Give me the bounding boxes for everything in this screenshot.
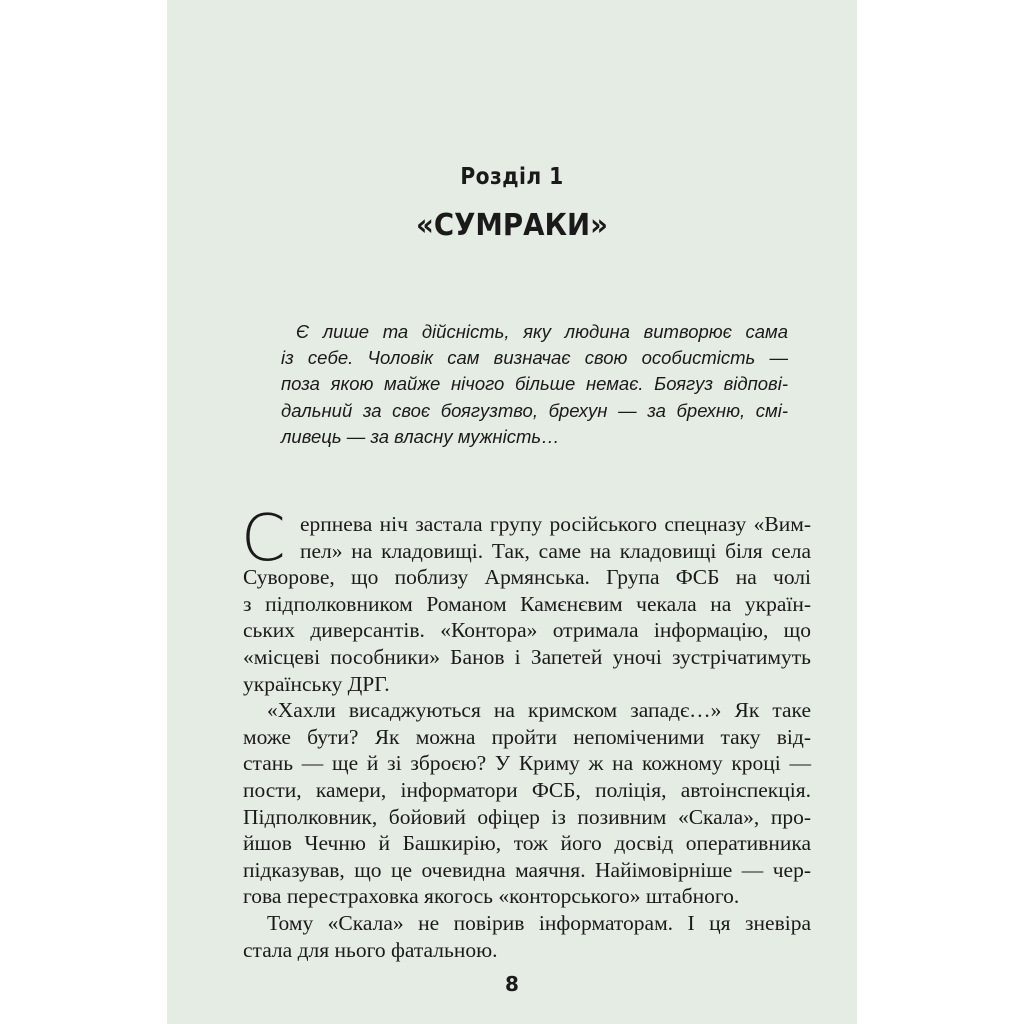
paragraph-line: Суворове, що поблизу Армянська. Група ФСБ на чолі — [243, 565, 811, 590]
paragraph-line: пел» на кладовищі. Так, саме на кладовищі біля села — [300, 538, 811, 563]
drop-cap: С — [241, 502, 286, 576]
body-text — [241, 502, 811, 963]
paragraph-line: «Хахли висаджуються на кримском западє…» Як таке — [267, 698, 811, 723]
paragraph-line: пости, камери, інформатори ФСБ, поліція, автоінспекція. — [243, 777, 811, 802]
epigraph-line: Є лише та дійсність, яку людина витворює сама — [296, 321, 788, 342]
epigraph — [281, 319, 788, 450]
paragraph-line: стала для нього фатальною. — [243, 937, 498, 962]
paragraph-line: гова перестраховка якогось «конторського» штабного. — [243, 884, 740, 909]
epigraph-line: дальний за своє боягузтво, брехун — за брехню, смі- — [281, 399, 788, 421]
epigraph-line: поза якою майже нічого більше немає. Боягуз відпові- — [281, 373, 788, 395]
paragraph-line: може бути? Як можна пройти непоміченими таку від- — [243, 724, 811, 749]
paragraph-line: з підполковником Романом Камєнєвим чекала на україн- — [243, 591, 811, 616]
paragraph-line: ських диверсантів. «Контора» отримала інформацію, що — [243, 618, 811, 643]
paragraph-line: Тому «Скала» не повірив інформаторам. І ця зневіра — [267, 910, 811, 935]
paragraph-line: підказував, що це очевидна маячня. Найімовірніше — чер- — [243, 857, 811, 882]
chapter-title: «СУМРАКИ» — [416, 208, 608, 243]
chapter-label: Розділ 1 — [460, 164, 564, 190]
paragraph-line: «місцеві пособники» Банов і Запетей уночі зустрічатимуть — [243, 644, 811, 669]
paragraph-line: стань — ще й зі зброєю? У Криму ж на кожному кроці — — [243, 751, 811, 776]
epigraph-line: із себе. Чоловік сам визначає свою особистість — — [281, 347, 788, 369]
book-page — [167, 0, 857, 1024]
page-number: 8 — [505, 972, 519, 996]
paragraph-line: ерпнева ніч застала групу російського спецназу «Вим- — [300, 512, 811, 536]
paragraph-line: Підполковник, бойовий офіцер із позивним «Скала», про- — [243, 804, 811, 829]
paragraph-line: українську ДРГ. — [243, 671, 390, 696]
epigraph-line: ливець — за власну мужність… — [281, 425, 560, 447]
paragraph-line: йшов Чечню й Башкирію, тож його досвід оперативника — [243, 831, 811, 856]
